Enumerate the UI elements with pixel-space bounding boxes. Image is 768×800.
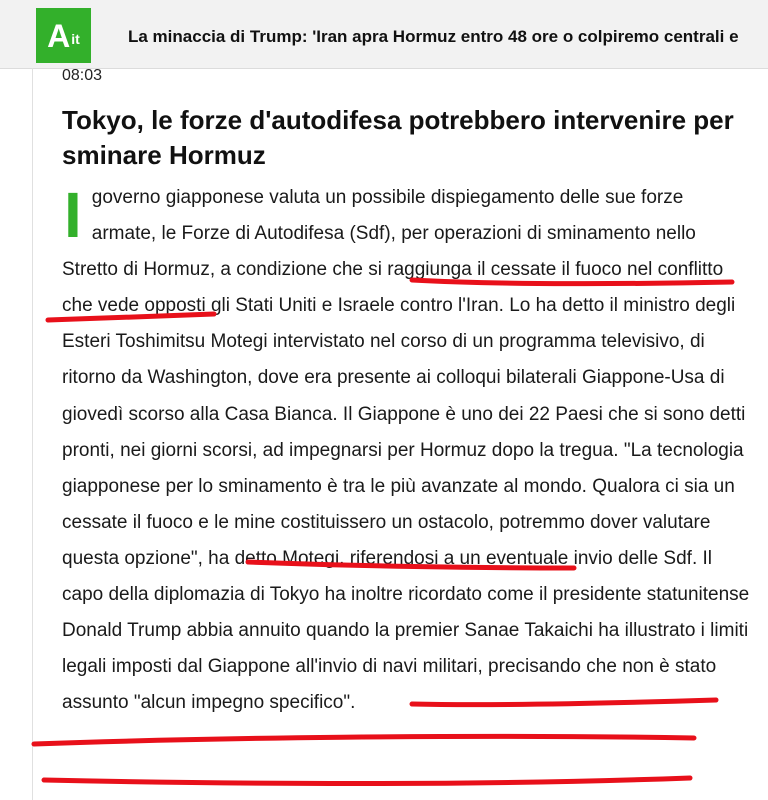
timeline-divider <box>32 68 33 800</box>
article-body <box>62 180 752 721</box>
underline-mark <box>34 736 694 744</box>
body-text-1: governo giapponese valuta un possibile dispiegamento delle sue forze armate, le Forze di Autodifesa (Sdf), per operazioni di sminamento nello Stretto di Hormuz, <box>62 187 696 281</box>
underline-mark <box>44 778 690 784</box>
highlighted-phrase-2: Qualora ci sia un cessate il fuoco <box>62 475 735 533</box>
drop-cap: I <box>64 179 82 251</box>
logo-suffix: it <box>71 30 80 47</box>
logo-letter: A <box>47 17 71 54</box>
body-text-end: . <box>350 692 356 714</box>
agi-logo[interactable] <box>36 8 91 63</box>
article-title[interactable]: Tokyo, le forze d'autodifesa potrebbero intervenire per sminare Hormuz <box>62 105 734 170</box>
body-text-2: nel conflitto che vede opposti gli Stati Uniti e Israele contro l'Iran. Lo ha detto il ministro degli Esteri Toshimitsu Motegi intervistato nel corso di un programma televisivo, di ritorno da Washington, dove era presente ai colloqui bilaterali Giappone-Usa di giovedì scorso alla Casa Bianca. Il Giappone è uno dei 22 Paesi che si sono detti pronti, nei giorni scorsi, ad impegnarsi per Hormuz dopo la tregua. "La tecnologia giapponese per lo sminamento è tra le più avanzate al mondo. <box>62 259 746 497</box>
top-bar <box>0 0 768 69</box>
body-text-3: e le mine costituissero un ostacolo, potremmo dover valutare questa opzione", ha detto Motegi, riferendosi a un eventuale invio delle Sdf. Il capo della diplomazia di Tokyo ha inoltre ricordato come il presidente statunitense Donald Trump abbia annuito quando <box>62 511 750 642</box>
highlighted-phrase-1: a condizione che si raggiunga il cessate il fuoco <box>220 259 622 281</box>
highlighted-phrase-3: la premier Sanae Takaichi ha illustrato i limiti legali imposti dal Giappone all'invio di navi militari, precisando che non è stato assunto "alcun impegno specifico" <box>62 620 749 714</box>
article-time: 08:03 <box>62 67 103 84</box>
news-ticker-headline[interactable]: La minaccia di Trump: 'Iran apra Hormuz entro 48 ore o colpiremo centrali e <box>128 27 739 46</box>
